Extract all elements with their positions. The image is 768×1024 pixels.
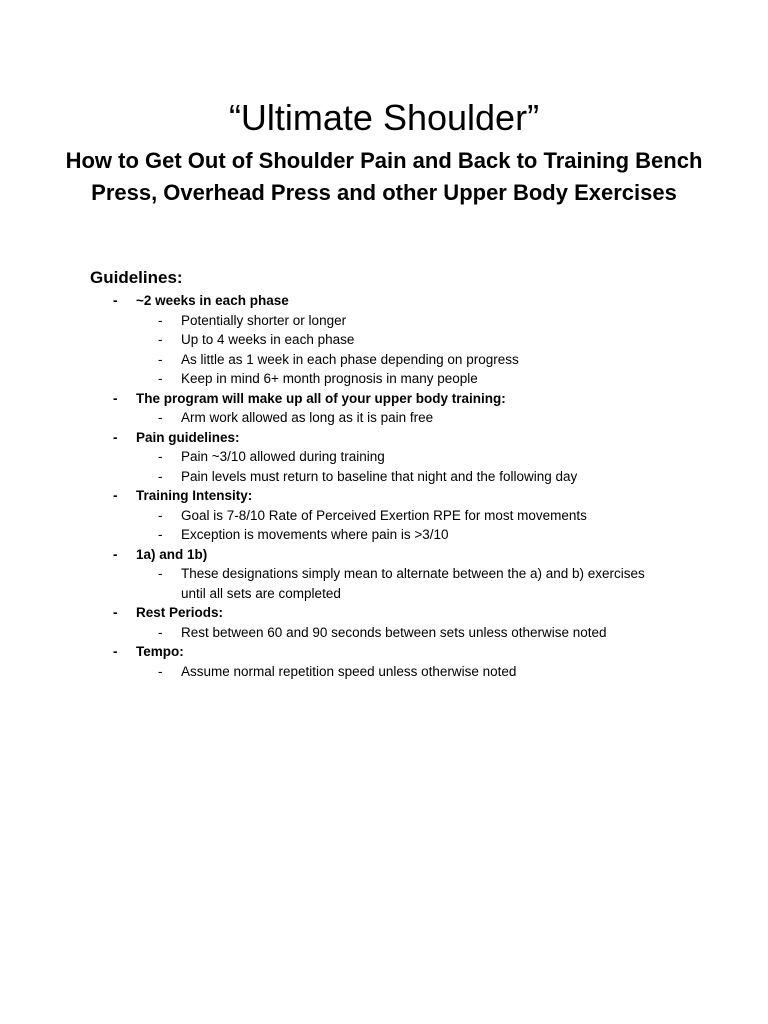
sub-bullet-dash: - — [158, 410, 163, 425]
sub-list — [0, 408, 768, 428]
sub-item — [0, 467, 768, 487]
bullet-dash: - — [113, 605, 118, 620]
bullet-dash: - — [113, 429, 118, 445]
sub-item-text: Rest between 60 and 90 seconds between sets unless otherwise noted — [181, 624, 607, 640]
sub-bullet-dash: - — [158, 527, 163, 542]
sub-bullet-dash: - — [158, 566, 163, 581]
sub-list — [0, 564, 768, 603]
sub-item — [0, 330, 768, 350]
sub-list — [0, 447, 768, 486]
sub-item — [0, 369, 768, 389]
sub-item — [0, 662, 768, 682]
sub-list — [0, 506, 768, 545]
sub-item — [0, 447, 768, 467]
document-subtitle: How to Get Out of Shoulder Pain and Back to Training Bench Press, Overhead Press and other Upper Body Exercises — [65, 148, 703, 205]
sub-item-text: Assume normal repetition speed unless otherwise noted — [181, 663, 517, 679]
guideline-label: Rest Periods: — [136, 605, 224, 620]
guideline-label: Training Intensity: — [136, 488, 253, 503]
sub-list — [0, 311, 768, 389]
sub-bullet-dash: - — [158, 332, 163, 347]
sub-item — [0, 311, 768, 331]
sub-item-text: Keep in mind 6+ month prognosis in many people — [181, 371, 478, 386]
guideline-item — [0, 486, 768, 545]
sub-item-text: Up to 4 weeks in each phase — [181, 332, 355, 347]
sub-list — [0, 623, 768, 643]
sub-item-text: Potentially shorter or longer — [181, 312, 347, 328]
sub-item-text: These designations simply mean to alternate between the a) and b) exercises until all sets are completed — [181, 566, 645, 601]
sub-bullet-dash: - — [158, 371, 163, 386]
guideline-item — [0, 291, 768, 389]
guideline-label: The program will make up all of your upper body training: — [136, 390, 506, 406]
sub-item — [0, 564, 768, 603]
sub-list — [0, 662, 768, 682]
guideline-label: Tempo: — [136, 644, 184, 659]
sub-bullet-dash: - — [158, 449, 163, 464]
guideline-item — [0, 545, 768, 604]
bullet-dash: - — [113, 293, 118, 308]
guidelines-list — [0, 291, 768, 681]
sub-bullet-dash: - — [158, 624, 163, 640]
sub-item-text: As little as 1 week in each phase depending on progress — [181, 351, 519, 367]
sub-item — [0, 623, 768, 643]
sub-bullet-dash: - — [158, 312, 163, 328]
sub-item — [0, 408, 768, 428]
sub-item-text: Arm work allowed as long as it is pain free — [181, 410, 434, 425]
guideline-item — [0, 603, 768, 642]
sub-item-text: Exception is movements where pain is >3/10 — [181, 527, 449, 542]
sub-bullet-dash: - — [158, 507, 163, 523]
guideline-item — [0, 642, 768, 681]
sub-item-text: Pain ~3/10 allowed during training — [181, 449, 385, 464]
guideline-label: 1a) and 1b) — [136, 546, 208, 562]
guideline-label: ~2 weeks in each phase — [136, 293, 289, 308]
guideline-item — [0, 428, 768, 487]
sub-item — [0, 350, 768, 370]
sub-item — [0, 506, 768, 526]
guideline-item — [0, 389, 768, 428]
sub-bullet-dash: - — [158, 351, 163, 367]
bullet-dash: - — [113, 390, 118, 406]
sub-bullet-dash: - — [158, 663, 163, 679]
guideline-label: Pain guidelines: — [136, 429, 240, 445]
guidelines-heading: Guidelines: — [90, 268, 183, 287]
bullet-dash: - — [113, 644, 118, 659]
sub-item — [0, 525, 768, 545]
bullet-dash: - — [113, 488, 118, 503]
sub-item-text: Goal is 7-8/10 Rate of Perceived Exertion RPE for most movements — [181, 507, 587, 523]
bullet-dash: - — [113, 546, 118, 562]
sub-bullet-dash: - — [158, 468, 163, 484]
sub-item-text: Pain levels must return to baseline that night and the following day — [181, 468, 578, 484]
document-title: “Ultimate Shoulder” — [228, 97, 540, 138]
